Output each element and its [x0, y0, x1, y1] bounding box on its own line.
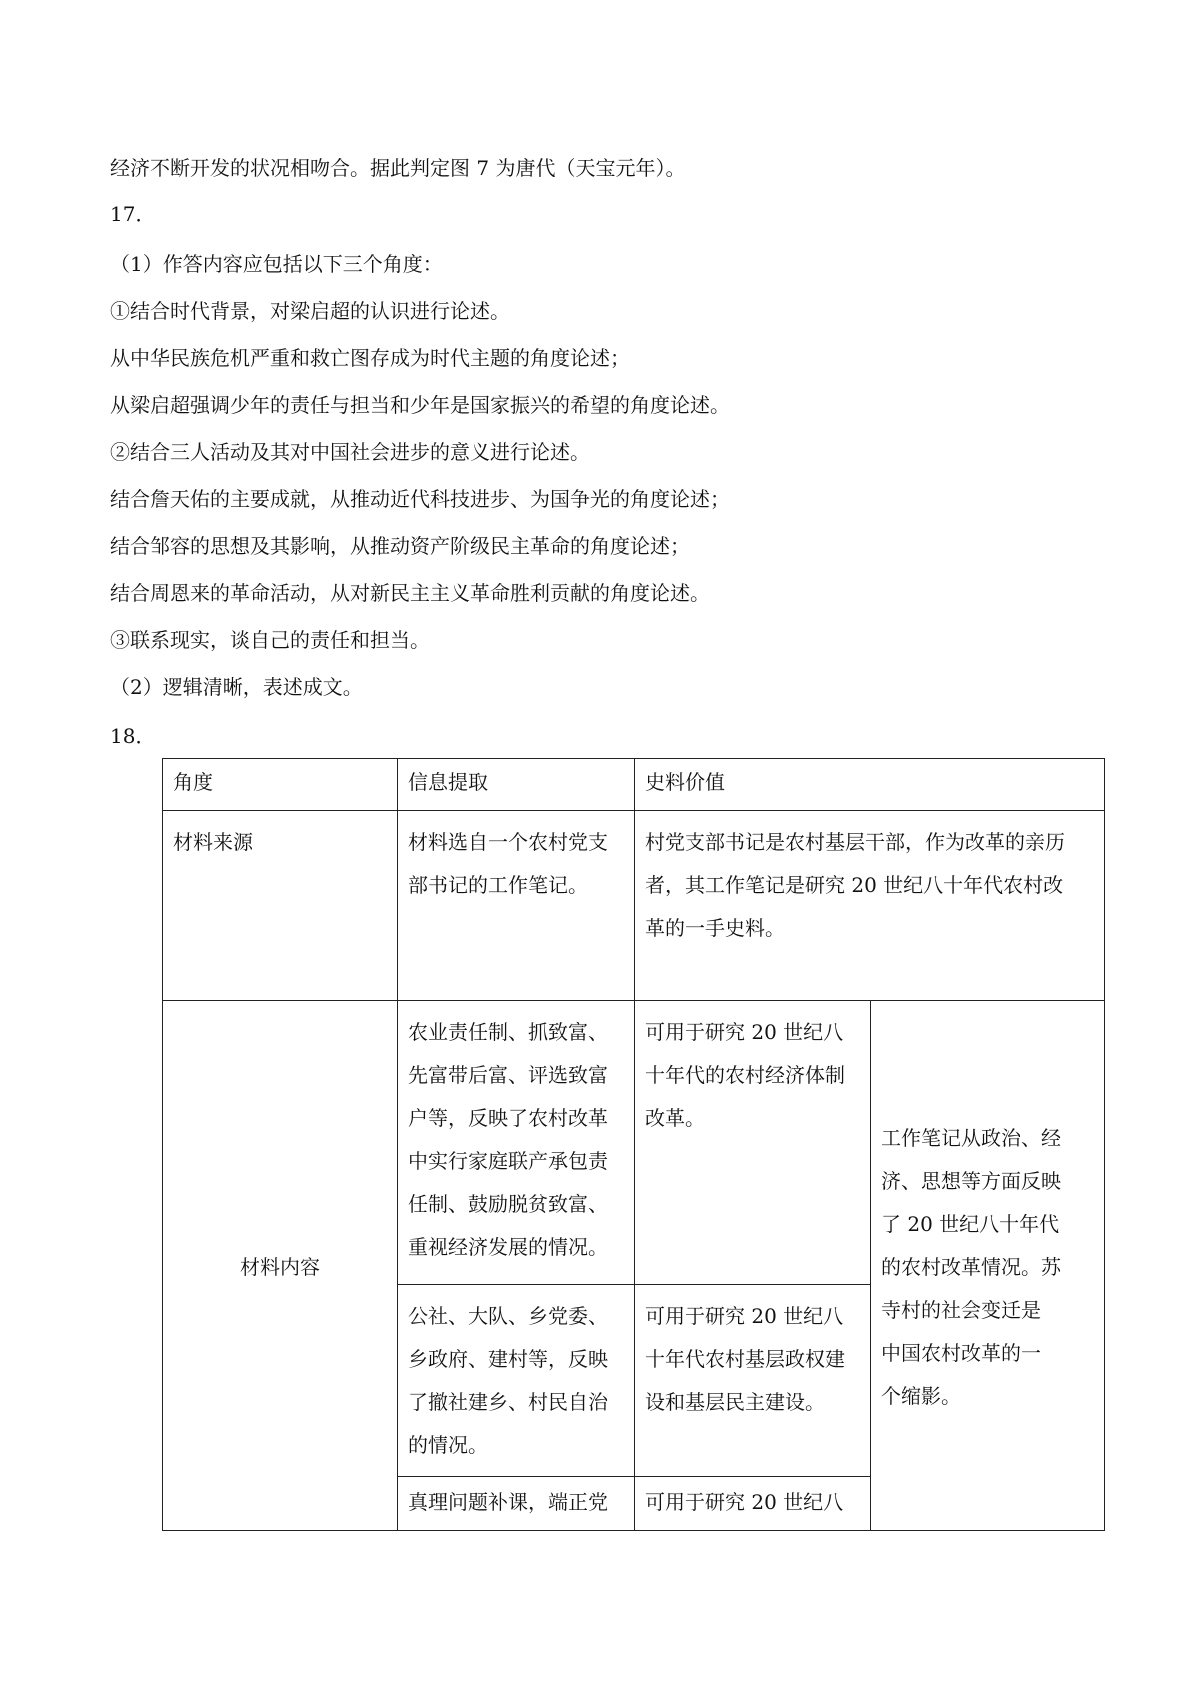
cell-content-angle: 材料内容	[163, 1001, 398, 1531]
paragraph: ②结合三人活动及其对中国社会进步的意义进行论述。	[110, 440, 590, 464]
cell-content-value-2: 可用于研究 20 世纪八 十年代农村基层政权建 设和基层民主建设。	[635, 1285, 871, 1477]
table-row-content-1	[163, 1001, 1105, 1285]
cell-source-angle: 材料来源	[163, 811, 398, 1001]
cell-content-info-2: 公社、大队、乡党委、 乡政府、建村等，反映 了撤社建乡、村民自治 的情况。	[398, 1285, 635, 1477]
paragraph: 从梁启超强调少年的责任与担当和少年是国家振兴的希望的角度论述。	[110, 393, 730, 417]
cell-content-summary: 工作笔记从政治、经 济、思想等方面反映 了 20 世纪八十年代 的农村改革情况。苏 寺村的社会变迁是 中国农村改革的一 个缩影。	[871, 1001, 1105, 1531]
paragraph: （2）逻辑清晰，表述成文。	[110, 675, 363, 699]
header-angle: 角度	[163, 759, 398, 811]
table-header-row	[163, 759, 1105, 811]
cell-content-value-1: 可用于研究 20 世纪八 十年代的农村经济体制 改革。	[635, 1001, 871, 1285]
cell-content-value-3: 可用于研究 20 世纪八	[635, 1477, 871, 1531]
question-number-18: 18．	[110, 724, 156, 748]
paragraph: 结合周恩来的革命活动，从对新民主主义革命胜利贡献的角度论述。	[110, 581, 710, 605]
paragraph: ③联系现实，谈自己的责任和担当。	[110, 628, 430, 652]
header-value: 史料价值	[635, 759, 1105, 811]
table-row-source	[163, 811, 1105, 1001]
paragraph: 结合邹容的思想及其影响，从推动资产阶级民主革命的角度论述；	[110, 534, 690, 558]
header-info: 信息提取	[398, 759, 635, 811]
cell-source-value: 村党支部书记是农村基层干部，作为改革的亲历 者，其工作笔记是研究 20 世纪八十年代农村改 革的一手史料。	[635, 811, 1105, 1001]
paragraph: 结合詹天佑的主要成就，从推动近代科技进步、为国争光的角度论述；	[110, 487, 730, 511]
answer-table	[162, 758, 1105, 1531]
paragraph: ①结合时代背景，对梁启超的认识进行论述。	[110, 299, 510, 323]
paragraph: （1）作答内容应包括以下三个角度：	[110, 252, 443, 276]
cell-content-info-3: 真理问题补课，端正党	[398, 1477, 635, 1531]
cell-content-info-1: 农业责任制、抓致富、 先富带后富、评选致富 户等，反映了农村改革 中实行家庭联产承包责 任制、鼓励脱贫致富、 重视经济发展的情况。	[398, 1001, 635, 1285]
paragraph: 从中华民族危机严重和救亡图存成为时代主题的角度论述；	[110, 346, 630, 370]
cell-source-info: 材料选自一个农村党支 部书记的工作笔记。	[398, 811, 635, 1001]
paragraph: 经济不断开发的状况相吻合。据此判定图 7 为唐代（天宝元年）。	[110, 156, 686, 180]
question-number-17: 17．	[110, 202, 156, 226]
